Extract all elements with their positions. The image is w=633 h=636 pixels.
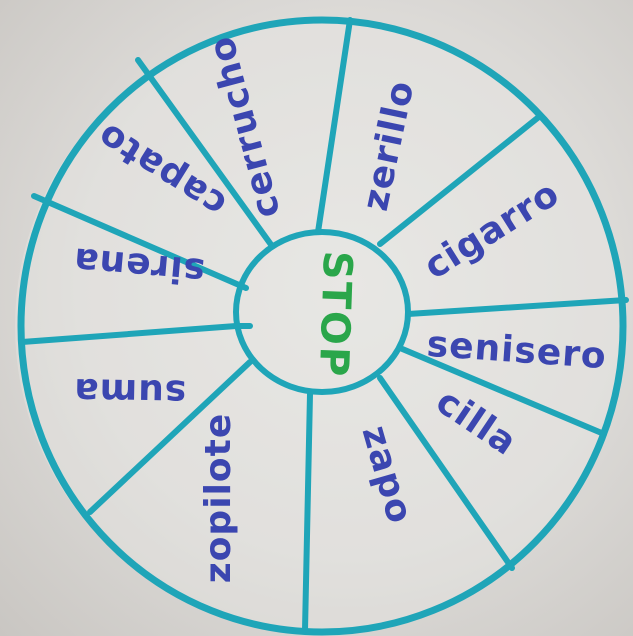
word-capato: capato	[90, 114, 234, 226]
word-zerillo: zerillo	[354, 76, 423, 215]
center-label: STOP	[309, 249, 361, 379]
word-sirena: sirena	[71, 239, 207, 292]
word-suma: suma	[73, 370, 187, 413]
word-cilla: cilla	[428, 380, 525, 464]
word-zopilote: zopilote	[198, 412, 239, 584]
word-senisero: senisero	[425, 323, 609, 378]
word-cigarro: cigarro	[417, 172, 567, 288]
word-cerrucho: cerrucho	[200, 31, 289, 223]
word-zapo: zapo	[353, 421, 421, 529]
